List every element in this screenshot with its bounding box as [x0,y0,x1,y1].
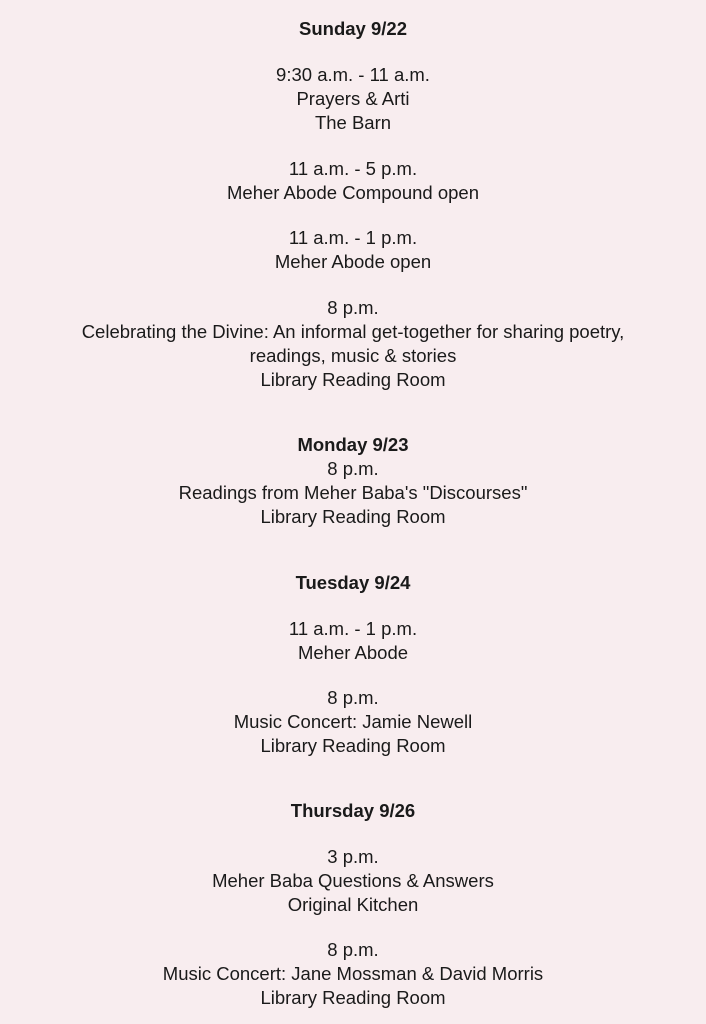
event-location: Library Reading Room [260,987,446,1008]
event-title: Meher Abode [297,642,409,663]
event-title: Celebrating the Divine: An informal get-together for sharing poetry, [81,321,625,342]
event-location: Library Reading Room [260,506,446,527]
event-time: 11 a.m. - 1 p.m. [288,227,418,248]
event-location: Library Reading Room [260,369,446,390]
event-title: Meher Abode open [274,251,432,272]
event-time: 8 p.m. [327,687,379,708]
event-time: 11 a.m. - 1 p.m. [288,618,418,639]
event-title: Prayers & Arti [296,88,410,109]
event-time: 9:30 a.m. - 11 a.m. [276,64,430,85]
event-time: 11 a.m. - 5 p.m. [288,158,418,179]
event-location: The Barn [314,112,392,133]
event-location: Original Kitchen [287,894,419,915]
event-title: Readings from Meher Baba's "Discourses" [178,482,528,503]
event-time: 8 p.m. [327,458,379,479]
day-heading: Sunday 9/22 [299,18,407,39]
event-time: 3 p.m. [327,846,379,867]
event-time: 8 p.m. [327,297,379,318]
event-title: Meher Abode Compound open [227,182,479,203]
event-title: Music Concert: Jamie Newell [233,711,473,732]
day-heading: Tuesday 9/24 [295,572,411,593]
event-title: Music Concert: Jane Mossman & David Morris [162,963,544,984]
event-title: Meher Baba Questions & Answers [212,870,494,891]
event-location: Library Reading Room [260,735,446,756]
day-heading: Monday 9/23 [297,434,409,455]
day-heading: Thursday 9/26 [290,800,416,821]
event-title-cont: readings, music & stories [249,345,457,366]
event-time: 8 p.m. [327,939,379,960]
